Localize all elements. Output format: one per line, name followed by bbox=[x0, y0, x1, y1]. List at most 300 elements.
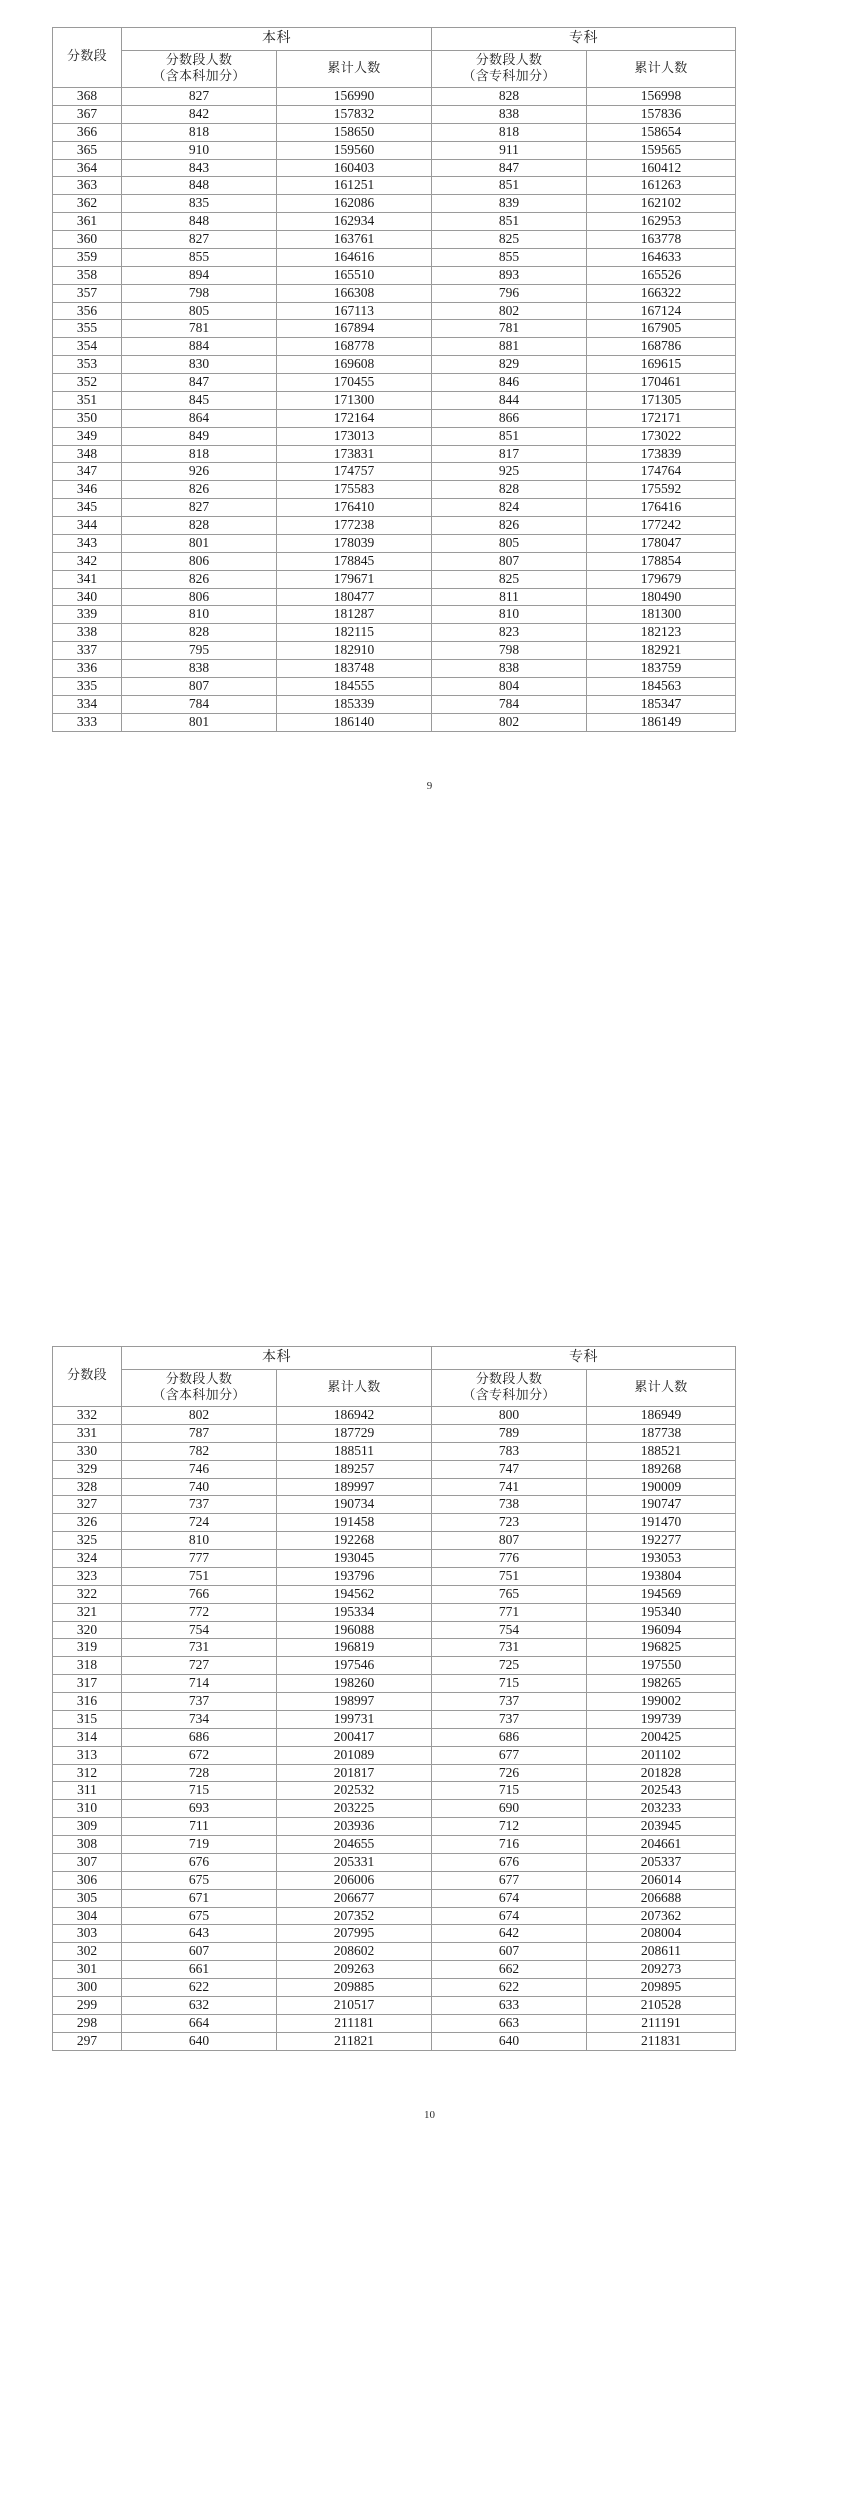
table-row bbox=[53, 1585, 736, 1603]
cell-score-band: 323 bbox=[53, 1567, 122, 1585]
cell-zhuanke-cumulative: 202543 bbox=[587, 1782, 736, 1800]
cell-zhuanke-band-count: 725 bbox=[432, 1657, 587, 1675]
cell-score-band: 333 bbox=[53, 713, 122, 731]
cell-zhuanke-band-count: 804 bbox=[432, 677, 587, 695]
cell-zhuanke-cumulative: 170461 bbox=[587, 374, 736, 392]
cell-zhuanke-cumulative: 199739 bbox=[587, 1710, 736, 1728]
cell-zhuanke-band-count: 911 bbox=[432, 141, 587, 159]
cell-score-band: 321 bbox=[53, 1603, 122, 1621]
cell-benke-cumulative: 206006 bbox=[277, 1871, 432, 1889]
table-row bbox=[53, 1639, 736, 1657]
header-benke-band-count-line2: （含本科加分） bbox=[152, 1388, 246, 1403]
cell-benke-band-count: 818 bbox=[122, 123, 277, 141]
cell-benke-band-count: 675 bbox=[122, 1871, 277, 1889]
cell-score-band: 331 bbox=[53, 1424, 122, 1442]
cell-zhuanke-cumulative: 198265 bbox=[587, 1675, 736, 1693]
cell-benke-band-count: 751 bbox=[122, 1567, 277, 1585]
cell-zhuanke-band-count: 811 bbox=[432, 588, 587, 606]
cell-benke-band-count: 746 bbox=[122, 1460, 277, 1478]
cell-benke-cumulative: 163761 bbox=[277, 231, 432, 249]
cell-benke-band-count: 801 bbox=[122, 713, 277, 731]
table-row bbox=[53, 606, 736, 624]
cell-zhuanke-cumulative: 185347 bbox=[587, 695, 736, 713]
cell-benke-cumulative: 183748 bbox=[277, 660, 432, 678]
cell-zhuanke-cumulative: 196825 bbox=[587, 1639, 736, 1657]
cell-zhuanke-cumulative: 208611 bbox=[587, 1943, 736, 1961]
cell-score-band: 324 bbox=[53, 1550, 122, 1568]
cell-zhuanke-cumulative: 197550 bbox=[587, 1657, 736, 1675]
cell-benke-band-count: 827 bbox=[122, 231, 277, 249]
cell-benke-band-count: 848 bbox=[122, 213, 277, 231]
cell-score-band: 362 bbox=[53, 195, 122, 213]
cell-score-band: 355 bbox=[53, 320, 122, 338]
table-row bbox=[53, 499, 736, 517]
table-row bbox=[53, 624, 736, 642]
cell-score-band: 303 bbox=[53, 1925, 122, 1943]
page-number-10: 10 bbox=[424, 2108, 435, 2121]
header-group-benke: 本科 bbox=[122, 28, 432, 51]
cell-benke-cumulative: 167113 bbox=[277, 302, 432, 320]
cell-benke-band-count: 845 bbox=[122, 391, 277, 409]
cell-benke-cumulative: 195334 bbox=[277, 1603, 432, 1621]
cell-benke-band-count: 676 bbox=[122, 1853, 277, 1871]
table-row bbox=[53, 1407, 736, 1425]
cell-benke-cumulative: 161251 bbox=[277, 177, 432, 195]
cell-benke-band-count: 847 bbox=[122, 374, 277, 392]
cell-benke-band-count: 827 bbox=[122, 88, 277, 106]
header-score-band: 分数段 bbox=[53, 1347, 122, 1407]
cell-benke-cumulative: 189997 bbox=[277, 1478, 432, 1496]
cell-score-band: 345 bbox=[53, 499, 122, 517]
cell-score-band: 309 bbox=[53, 1818, 122, 1836]
cell-zhuanke-cumulative: 177242 bbox=[587, 517, 736, 535]
cell-benke-band-count: 632 bbox=[122, 1996, 277, 2014]
cell-score-band: 299 bbox=[53, 1996, 122, 2014]
table-row bbox=[53, 2014, 736, 2032]
cell-score-band: 311 bbox=[53, 1782, 122, 1800]
cell-benke-band-count: 855 bbox=[122, 248, 277, 266]
header-benke-band-count-line1: 分数段人数 bbox=[165, 1371, 233, 1387]
cell-benke-band-count: 675 bbox=[122, 1907, 277, 1925]
cell-benke-cumulative: 162934 bbox=[277, 213, 432, 231]
table-row bbox=[53, 1996, 736, 2014]
cell-benke-cumulative: 186140 bbox=[277, 713, 432, 731]
table-row bbox=[53, 177, 736, 195]
cell-zhuanke-band-count: 715 bbox=[432, 1782, 587, 1800]
table-row bbox=[53, 1800, 736, 1818]
cell-score-band: 312 bbox=[53, 1764, 122, 1782]
cell-zhuanke-cumulative: 194569 bbox=[587, 1585, 736, 1603]
table-row bbox=[53, 105, 736, 123]
cell-zhuanke-cumulative: 193053 bbox=[587, 1550, 736, 1568]
cell-score-band: 306 bbox=[53, 1871, 122, 1889]
cell-score-band: 353 bbox=[53, 356, 122, 374]
table-row bbox=[53, 1728, 736, 1746]
cell-benke-cumulative: 204655 bbox=[277, 1836, 432, 1854]
cell-benke-cumulative: 159560 bbox=[277, 141, 432, 159]
cell-zhuanke-cumulative: 195340 bbox=[587, 1603, 736, 1621]
cell-score-band: 363 bbox=[53, 177, 122, 195]
table-row bbox=[53, 123, 736, 141]
cell-zhuanke-band-count: 677 bbox=[432, 1871, 587, 1889]
cell-benke-band-count: 795 bbox=[122, 642, 277, 660]
table-row bbox=[53, 1836, 736, 1854]
cell-zhuanke-band-count: 893 bbox=[432, 266, 587, 284]
cell-benke-cumulative: 181287 bbox=[277, 606, 432, 624]
cell-benke-band-count: 828 bbox=[122, 624, 277, 642]
table-row bbox=[53, 302, 736, 320]
cell-zhuanke-band-count: 829 bbox=[432, 356, 587, 374]
cell-benke-cumulative: 187729 bbox=[277, 1424, 432, 1442]
cell-zhuanke-band-count: 751 bbox=[432, 1567, 587, 1585]
table-body-page-10 bbox=[53, 1407, 736, 2051]
cell-score-band: 318 bbox=[53, 1657, 122, 1675]
cell-zhuanke-band-count: 738 bbox=[432, 1496, 587, 1514]
cell-benke-cumulative: 182910 bbox=[277, 642, 432, 660]
cell-zhuanke-cumulative: 167905 bbox=[587, 320, 736, 338]
cell-score-band: 356 bbox=[53, 302, 122, 320]
header-benke-cumulative: 累计人数 bbox=[277, 51, 432, 88]
cell-benke-cumulative: 198260 bbox=[277, 1675, 432, 1693]
table-row bbox=[53, 1675, 736, 1693]
cell-zhuanke-cumulative: 192277 bbox=[587, 1532, 736, 1550]
cell-benke-cumulative: 174757 bbox=[277, 463, 432, 481]
cell-benke-band-count: 640 bbox=[122, 2032, 277, 2050]
table-row bbox=[53, 552, 736, 570]
table-row bbox=[53, 570, 736, 588]
cell-benke-cumulative: 203225 bbox=[277, 1800, 432, 1818]
cell-zhuanke-band-count: 807 bbox=[432, 1532, 587, 1550]
cell-zhuanke-band-count: 823 bbox=[432, 624, 587, 642]
cell-score-band: 310 bbox=[53, 1800, 122, 1818]
document-page-10 bbox=[0, 1320, 859, 2511]
table-row bbox=[53, 338, 736, 356]
cell-benke-cumulative: 207995 bbox=[277, 1925, 432, 1943]
cell-zhuanke-cumulative: 184563 bbox=[587, 677, 736, 695]
cell-benke-band-count: 714 bbox=[122, 1675, 277, 1693]
table-row bbox=[53, 356, 736, 374]
cell-zhuanke-band-count: 789 bbox=[432, 1424, 587, 1442]
cell-benke-band-count: 782 bbox=[122, 1442, 277, 1460]
cell-zhuanke-cumulative: 201102 bbox=[587, 1746, 736, 1764]
header-benke-band-count bbox=[122, 51, 277, 88]
header-zhuanke-band-count-line1: 分数段人数 bbox=[475, 1371, 543, 1387]
table-row bbox=[53, 1961, 736, 1979]
cell-zhuanke-cumulative: 157836 bbox=[587, 105, 736, 123]
cell-zhuanke-cumulative: 182921 bbox=[587, 642, 736, 660]
cell-benke-cumulative: 203936 bbox=[277, 1818, 432, 1836]
cell-benke-cumulative: 168778 bbox=[277, 338, 432, 356]
cell-zhuanke-band-count: 784 bbox=[432, 695, 587, 713]
table-row bbox=[53, 141, 736, 159]
cell-zhuanke-cumulative: 169615 bbox=[587, 356, 736, 374]
cell-benke-cumulative: 189257 bbox=[277, 1460, 432, 1478]
cell-zhuanke-cumulative: 196094 bbox=[587, 1621, 736, 1639]
cell-benke-band-count: 801 bbox=[122, 534, 277, 552]
cell-benke-band-count: 810 bbox=[122, 1532, 277, 1550]
cell-zhuanke-band-count: 765 bbox=[432, 1585, 587, 1603]
cell-score-band: 368 bbox=[53, 88, 122, 106]
header-group-zhuanke: 专科 bbox=[432, 28, 736, 51]
cell-score-band: 308 bbox=[53, 1836, 122, 1854]
cell-zhuanke-cumulative: 166322 bbox=[587, 284, 736, 302]
cell-benke-band-count: 798 bbox=[122, 284, 277, 302]
cell-zhuanke-cumulative: 189268 bbox=[587, 1460, 736, 1478]
cell-benke-band-count: 724 bbox=[122, 1514, 277, 1532]
cell-benke-cumulative: 157832 bbox=[277, 105, 432, 123]
table-row bbox=[53, 1782, 736, 1800]
cell-zhuanke-band-count: 754 bbox=[432, 1621, 587, 1639]
table-row bbox=[53, 517, 736, 535]
cell-zhuanke-cumulative: 173839 bbox=[587, 445, 736, 463]
cell-score-band: 359 bbox=[53, 248, 122, 266]
cell-zhuanke-band-count: 640 bbox=[432, 2032, 587, 2050]
cell-benke-band-count: 826 bbox=[122, 481, 277, 499]
cell-zhuanke-cumulative: 186949 bbox=[587, 1407, 736, 1425]
cell-benke-band-count: 849 bbox=[122, 427, 277, 445]
cell-benke-band-count: 828 bbox=[122, 517, 277, 535]
cell-benke-cumulative: 211821 bbox=[277, 2032, 432, 2050]
header-zhuanke-band-count-line2: （含专科加分） bbox=[462, 1388, 556, 1403]
table-header-page-9 bbox=[53, 28, 736, 88]
cell-score-band: 330 bbox=[53, 1442, 122, 1460]
cell-zhuanke-band-count: 826 bbox=[432, 517, 587, 535]
cell-zhuanke-cumulative: 162102 bbox=[587, 195, 736, 213]
cell-zhuanke-cumulative: 160412 bbox=[587, 159, 736, 177]
cell-zhuanke-band-count: 677 bbox=[432, 1746, 587, 1764]
cell-benke-cumulative: 196088 bbox=[277, 1621, 432, 1639]
cell-zhuanke-cumulative: 211191 bbox=[587, 2014, 736, 2032]
cell-score-band: 329 bbox=[53, 1460, 122, 1478]
table-row bbox=[53, 1710, 736, 1728]
cell-score-band: 327 bbox=[53, 1496, 122, 1514]
cell-benke-band-count: 777 bbox=[122, 1550, 277, 1568]
table-row bbox=[53, 1514, 736, 1532]
cell-benke-band-count: 835 bbox=[122, 195, 277, 213]
cell-zhuanke-cumulative: 191470 bbox=[587, 1514, 736, 1532]
cell-benke-cumulative: 206677 bbox=[277, 1889, 432, 1907]
cell-zhuanke-band-count: 847 bbox=[432, 159, 587, 177]
table-row bbox=[53, 445, 736, 463]
cell-score-band: 301 bbox=[53, 1961, 122, 1979]
cell-score-band: 335 bbox=[53, 677, 122, 695]
header-sub-row bbox=[53, 1370, 736, 1407]
table-row bbox=[53, 427, 736, 445]
table-row bbox=[53, 1442, 736, 1460]
cell-benke-cumulative: 156990 bbox=[277, 88, 432, 106]
table-row bbox=[53, 1871, 736, 1889]
table-row bbox=[53, 1693, 736, 1711]
cell-zhuanke-band-count: 783 bbox=[432, 1442, 587, 1460]
cell-benke-band-count: 754 bbox=[122, 1621, 277, 1639]
table-row bbox=[53, 266, 736, 284]
table-row bbox=[53, 284, 736, 302]
cell-zhuanke-band-count: 737 bbox=[432, 1693, 587, 1711]
header-zhuanke-band-count bbox=[432, 1370, 587, 1407]
cell-zhuanke-cumulative: 190009 bbox=[587, 1478, 736, 1496]
cell-score-band: 314 bbox=[53, 1728, 122, 1746]
cell-benke-band-count: 826 bbox=[122, 570, 277, 588]
cell-benke-band-count: 661 bbox=[122, 1961, 277, 1979]
header-group-zhuanke: 专科 bbox=[432, 1347, 736, 1370]
table-row bbox=[53, 195, 736, 213]
cell-benke-cumulative: 197546 bbox=[277, 1657, 432, 1675]
cell-zhuanke-cumulative: 186149 bbox=[587, 713, 736, 731]
cell-zhuanke-cumulative: 203233 bbox=[587, 1800, 736, 1818]
cell-zhuanke-band-count: 851 bbox=[432, 213, 587, 231]
cell-zhuanke-cumulative: 188521 bbox=[587, 1442, 736, 1460]
table-row bbox=[53, 1478, 736, 1496]
cell-benke-cumulative: 202532 bbox=[277, 1782, 432, 1800]
cell-benke-band-count: 827 bbox=[122, 499, 277, 517]
cell-score-band: 325 bbox=[53, 1532, 122, 1550]
cell-benke-cumulative: 170455 bbox=[277, 374, 432, 392]
cell-benke-band-count: 766 bbox=[122, 1585, 277, 1603]
cell-zhuanke-band-count: 712 bbox=[432, 1818, 587, 1836]
table-row bbox=[53, 660, 736, 678]
header-zhuanke-cumulative: 累计人数 bbox=[587, 51, 736, 88]
cell-score-band: 366 bbox=[53, 123, 122, 141]
cell-benke-band-count: 672 bbox=[122, 1746, 277, 1764]
cell-zhuanke-cumulative: 162953 bbox=[587, 213, 736, 231]
cell-benke-band-count: 807 bbox=[122, 677, 277, 695]
cell-zhuanke-band-count: 686 bbox=[432, 1728, 587, 1746]
cell-zhuanke-cumulative: 207362 bbox=[587, 1907, 736, 1925]
cell-benke-cumulative: 193045 bbox=[277, 1550, 432, 1568]
table-row bbox=[53, 695, 736, 713]
cell-benke-cumulative: 188511 bbox=[277, 1442, 432, 1460]
cell-score-band: 307 bbox=[53, 1853, 122, 1871]
table-row bbox=[53, 1603, 736, 1621]
cell-benke-cumulative: 166308 bbox=[277, 284, 432, 302]
cell-score-band: 336 bbox=[53, 660, 122, 678]
cell-zhuanke-cumulative: 174764 bbox=[587, 463, 736, 481]
cell-score-band: 298 bbox=[53, 2014, 122, 2032]
cell-benke-band-count: 737 bbox=[122, 1693, 277, 1711]
cell-score-band: 297 bbox=[53, 2032, 122, 2050]
cell-zhuanke-cumulative: 211831 bbox=[587, 2032, 736, 2050]
cell-benke-band-count: 622 bbox=[122, 1979, 277, 1997]
cell-zhuanke-band-count: 855 bbox=[432, 248, 587, 266]
cell-zhuanke-band-count: 825 bbox=[432, 231, 587, 249]
cell-benke-cumulative: 173831 bbox=[277, 445, 432, 463]
cell-benke-band-count: 671 bbox=[122, 1889, 277, 1907]
cell-score-band: 317 bbox=[53, 1675, 122, 1693]
cell-benke-band-count: 719 bbox=[122, 1836, 277, 1854]
cell-score-band: 338 bbox=[53, 624, 122, 642]
cell-benke-band-count: 686 bbox=[122, 1728, 277, 1746]
cell-zhuanke-band-count: 817 bbox=[432, 445, 587, 463]
cell-benke-band-count: 727 bbox=[122, 1657, 277, 1675]
cell-benke-cumulative: 164616 bbox=[277, 248, 432, 266]
cell-score-band: 342 bbox=[53, 552, 122, 570]
header-benke-band-count-line2: （含本科加分） bbox=[152, 69, 246, 84]
cell-zhuanke-band-count: 715 bbox=[432, 1675, 587, 1693]
cell-zhuanke-cumulative: 205337 bbox=[587, 1853, 736, 1871]
cell-zhuanke-band-count: 747 bbox=[432, 1460, 587, 1478]
cell-benke-cumulative: 194562 bbox=[277, 1585, 432, 1603]
table-row bbox=[53, 1889, 736, 1907]
cell-benke-band-count: 842 bbox=[122, 105, 277, 123]
cell-benke-cumulative: 201817 bbox=[277, 1764, 432, 1782]
cell-zhuanke-band-count: 798 bbox=[432, 642, 587, 660]
cell-zhuanke-band-count: 716 bbox=[432, 1836, 587, 1854]
table-row bbox=[53, 1460, 736, 1478]
cell-benke-band-count: 734 bbox=[122, 1710, 277, 1728]
table-row bbox=[53, 1532, 736, 1550]
header-zhuanke-band-count bbox=[432, 51, 587, 88]
cell-zhuanke-cumulative: 183759 bbox=[587, 660, 736, 678]
cell-score-band: 305 bbox=[53, 1889, 122, 1907]
cell-benke-band-count: 643 bbox=[122, 1925, 277, 1943]
cell-benke-cumulative: 169608 bbox=[277, 356, 432, 374]
cell-score-band: 349 bbox=[53, 427, 122, 445]
cell-zhuanke-band-count: 726 bbox=[432, 1764, 587, 1782]
header-score-band: 分数段 bbox=[53, 28, 122, 88]
cell-score-band: 346 bbox=[53, 481, 122, 499]
cell-zhuanke-band-count: 881 bbox=[432, 338, 587, 356]
header-benke-band-count-line1: 分数段人数 bbox=[165, 52, 233, 68]
cell-zhuanke-band-count: 824 bbox=[432, 499, 587, 517]
cell-zhuanke-cumulative: 180490 bbox=[587, 588, 736, 606]
table-row bbox=[53, 642, 736, 660]
cell-benke-cumulative: 178039 bbox=[277, 534, 432, 552]
cell-zhuanke-cumulative: 161263 bbox=[587, 177, 736, 195]
cell-benke-cumulative: 198997 bbox=[277, 1693, 432, 1711]
cell-zhuanke-band-count: 781 bbox=[432, 320, 587, 338]
cell-benke-band-count: 810 bbox=[122, 606, 277, 624]
table-row bbox=[53, 1746, 736, 1764]
cell-zhuanke-cumulative: 210528 bbox=[587, 1996, 736, 2014]
cell-score-band: 319 bbox=[53, 1639, 122, 1657]
cell-zhuanke-cumulative: 165526 bbox=[587, 266, 736, 284]
cell-benke-band-count: 818 bbox=[122, 445, 277, 463]
cell-zhuanke-band-count: 851 bbox=[432, 427, 587, 445]
cell-benke-cumulative: 186942 bbox=[277, 1407, 432, 1425]
cell-zhuanke-band-count: 690 bbox=[432, 1800, 587, 1818]
cell-zhuanke-cumulative: 206688 bbox=[587, 1889, 736, 1907]
cell-zhuanke-band-count: 802 bbox=[432, 713, 587, 731]
cell-zhuanke-cumulative: 176416 bbox=[587, 499, 736, 517]
cell-score-band: 351 bbox=[53, 391, 122, 409]
cell-score-band: 341 bbox=[53, 570, 122, 588]
cell-benke-cumulative: 160403 bbox=[277, 159, 432, 177]
cell-score-band: 316 bbox=[53, 1693, 122, 1711]
cell-benke-cumulative: 176410 bbox=[277, 499, 432, 517]
cell-zhuanke-band-count: 828 bbox=[432, 88, 587, 106]
cell-benke-band-count: 607 bbox=[122, 1943, 277, 1961]
cell-zhuanke-cumulative: 178854 bbox=[587, 552, 736, 570]
cell-benke-cumulative: 205331 bbox=[277, 1853, 432, 1871]
cell-score-band: 360 bbox=[53, 231, 122, 249]
cell-score-band: 343 bbox=[53, 534, 122, 552]
table-row bbox=[53, 677, 736, 695]
cell-score-band: 302 bbox=[53, 1943, 122, 1961]
cell-zhuanke-band-count: 796 bbox=[432, 284, 587, 302]
cell-benke-band-count: 926 bbox=[122, 463, 277, 481]
cell-zhuanke-band-count: 851 bbox=[432, 177, 587, 195]
cell-zhuanke-cumulative: 209895 bbox=[587, 1979, 736, 1997]
table-row bbox=[53, 248, 736, 266]
cell-score-band: 350 bbox=[53, 409, 122, 427]
cell-zhuanke-cumulative: 159565 bbox=[587, 141, 736, 159]
page-number-9: 9 bbox=[426, 779, 433, 792]
table-row bbox=[53, 463, 736, 481]
cell-benke-cumulative: 196819 bbox=[277, 1639, 432, 1657]
table-row bbox=[53, 1853, 736, 1871]
table-row bbox=[53, 713, 736, 731]
cell-score-band: 365 bbox=[53, 141, 122, 159]
